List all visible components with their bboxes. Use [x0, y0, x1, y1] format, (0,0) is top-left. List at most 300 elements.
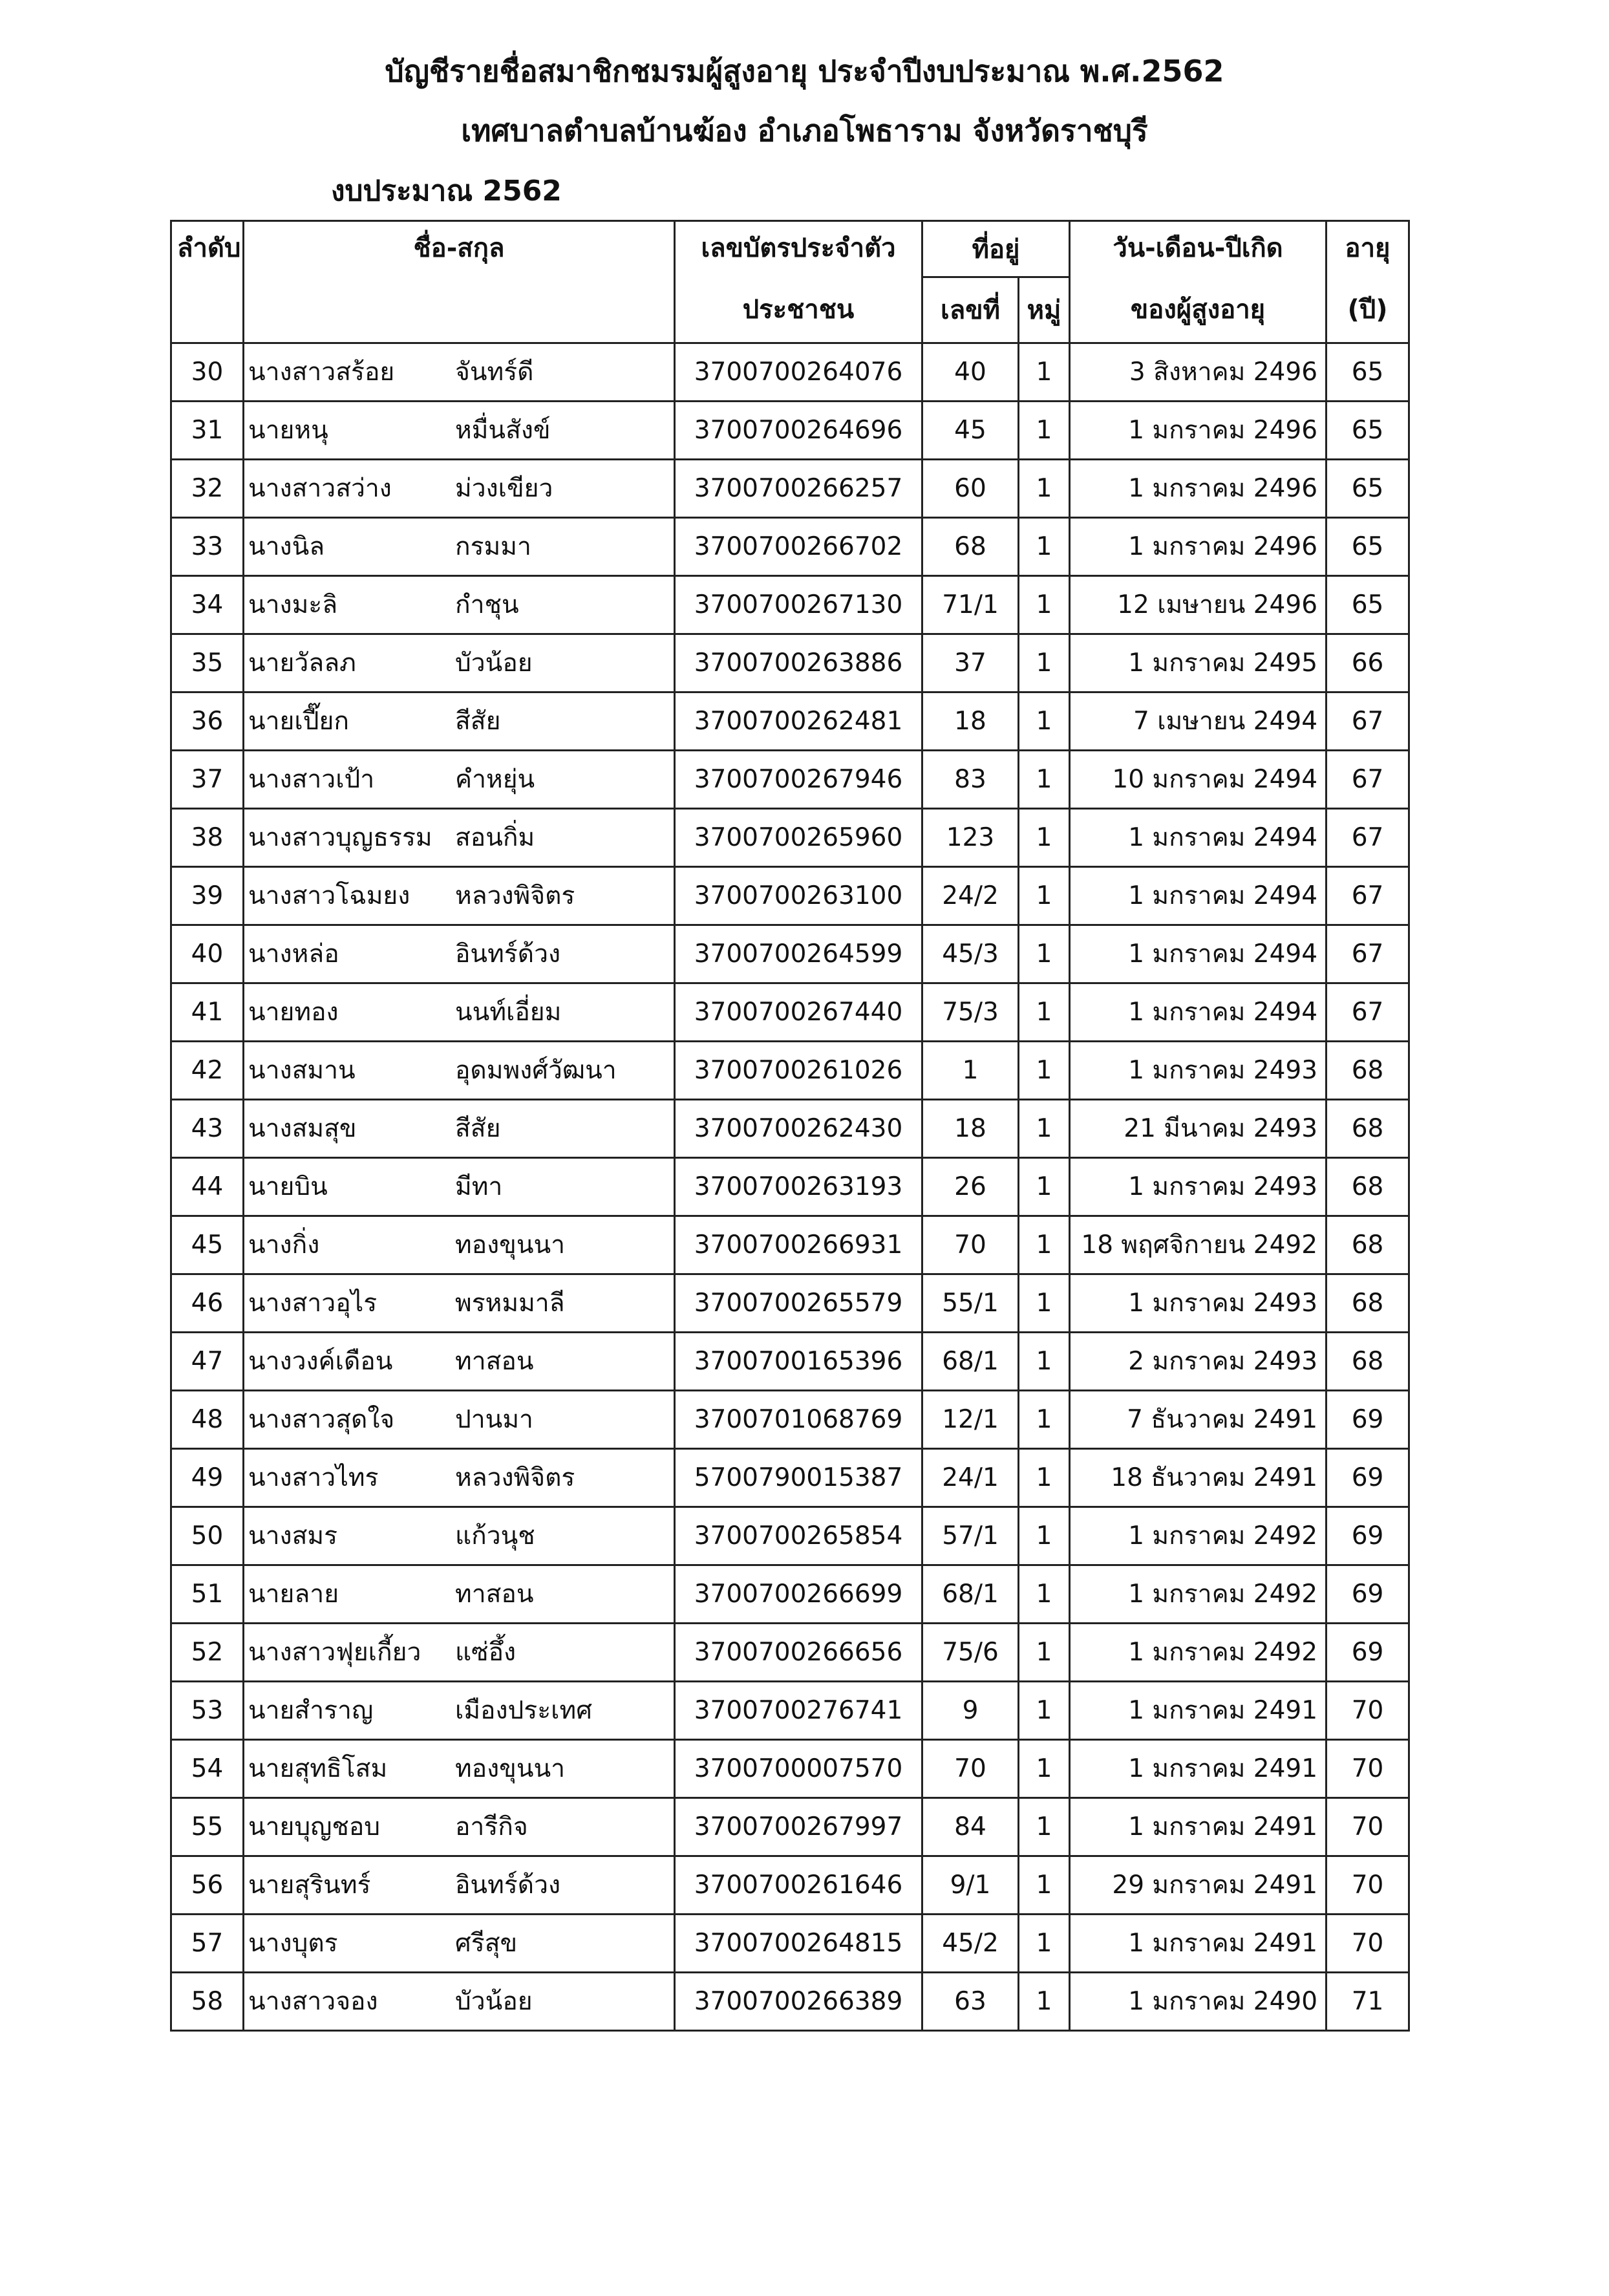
cell-order: 55 — [171, 1797, 244, 1856]
cell-id: 3700700266702 — [675, 517, 922, 575]
cell-order: 43 — [171, 1099, 244, 1157]
table-row — [171, 401, 1409, 459]
last-name: สอนกิ่ม — [455, 823, 535, 852]
first-name: นายสุรินทร์ — [248, 1871, 371, 1900]
cell-house-no: 55/1 — [922, 1274, 1019, 1332]
cell-house-no: 24/2 — [922, 866, 1019, 925]
first-name: นางสาวสว่าง — [248, 474, 392, 503]
last-name: พรหมมาลี — [455, 1289, 565, 1318]
first-name: นายเปี๊ยก — [248, 707, 349, 736]
header-address: ที่อยู่ — [922, 221, 1070, 277]
cell-name — [244, 1914, 675, 1972]
cell-name — [244, 575, 675, 634]
cell-house-no: 68/1 — [922, 1565, 1019, 1623]
cell-birth-date: 1 มกราคม 2493 — [1070, 1274, 1327, 1332]
cell-order: 32 — [171, 459, 244, 517]
cell-birth-date: 12 เมษายน 2496 — [1070, 575, 1327, 634]
last-name: จันทร์ดี — [455, 358, 534, 387]
table-row — [171, 750, 1409, 808]
cell-birth-date: 1 มกราคม 2492 — [1070, 1507, 1327, 1565]
table-row — [171, 1448, 1409, 1507]
table-row — [171, 925, 1409, 983]
document-subtitle: เทศบาลตำบลบ้านฆ้อง อำเภอโพธาราม จังหวัดราชบุรี — [461, 113, 1148, 148]
table-row — [171, 1565, 1409, 1623]
cell-birth-date: 1 มกราคม 2496 — [1070, 517, 1327, 575]
cell-age: 69 — [1327, 1448, 1409, 1507]
cell-house-no: 9 — [922, 1681, 1019, 1739]
table-row — [171, 1274, 1409, 1332]
header-birth-line1: วัน-เดือน-ปีเกิด — [1070, 221, 1327, 277]
cell-birth-date: 2 มกราคม 2493 — [1070, 1332, 1327, 1390]
cell-name — [244, 983, 675, 1041]
last-name: กรมมา — [455, 532, 531, 561]
cell-name — [244, 1972, 675, 2030]
cell-age: 70 — [1327, 1739, 1409, 1797]
cell-moo: 1 — [1019, 1856, 1070, 1914]
cell-moo: 1 — [1019, 459, 1070, 517]
header-house-no: เลขที่ — [922, 277, 1019, 343]
cell-order: 33 — [171, 517, 244, 575]
cell-id: 5700790015387 — [675, 1448, 922, 1507]
cell-moo: 1 — [1019, 808, 1070, 866]
table-row — [171, 1739, 1409, 1797]
table-row — [171, 1332, 1409, 1390]
last-name: ม่วงเขียว — [455, 474, 553, 503]
cell-order: 44 — [171, 1157, 244, 1216]
cell-id: 3700700265854 — [675, 1507, 922, 1565]
table-row — [171, 866, 1409, 925]
cell-id: 3700700266656 — [675, 1623, 922, 1681]
cell-birth-date: 1 มกราคม 2496 — [1070, 459, 1327, 517]
cell-age: 67 — [1327, 866, 1409, 925]
cell-order: 50 — [171, 1507, 244, 1565]
table-row — [171, 343, 1409, 401]
cell-age: 68 — [1327, 1041, 1409, 1099]
cell-house-no: 45 — [922, 401, 1019, 459]
table-row — [171, 1157, 1409, 1216]
first-name: นางสาวสุดใจ — [248, 1405, 395, 1434]
member-table — [170, 220, 1410, 2032]
first-name: นางบุตร — [248, 1929, 338, 1958]
first-name: นางกิ่ง — [248, 1230, 320, 1260]
header-id-line1: เลขบัตรประจำตัว — [675, 221, 922, 277]
cell-age: 71 — [1327, 1972, 1409, 2030]
cell-id: 3700700261646 — [675, 1856, 922, 1914]
cell-name — [244, 1681, 675, 1739]
cell-house-no: 57/1 — [922, 1507, 1019, 1565]
last-name: มีทา — [455, 1172, 503, 1201]
cell-age: 69 — [1327, 1565, 1409, 1623]
last-name: อารีกิจ — [455, 1812, 528, 1841]
cell-name — [244, 1565, 675, 1623]
cell-order: 48 — [171, 1390, 244, 1448]
cell-birth-date: 1 มกราคม 2491 — [1070, 1681, 1327, 1739]
table-row — [171, 517, 1409, 575]
cell-house-no: 45/3 — [922, 925, 1019, 983]
cell-birth-date: 18 ธันวาคม 2491 — [1070, 1448, 1327, 1507]
cell-moo: 1 — [1019, 983, 1070, 1041]
cell-age: 65 — [1327, 575, 1409, 634]
cell-age: 67 — [1327, 692, 1409, 750]
cell-age: 65 — [1327, 401, 1409, 459]
cell-house-no: 26 — [922, 1157, 1019, 1216]
cell-age: 68 — [1327, 1332, 1409, 1390]
last-name: หลวงพิจิตร — [455, 1463, 575, 1492]
last-name: บัวน้อย — [455, 1987, 533, 2016]
cell-name — [244, 401, 675, 459]
last-name: อินทร์ด้วง — [455, 939, 561, 969]
cell-name — [244, 1390, 675, 1448]
cell-house-no: 123 — [922, 808, 1019, 866]
cell-birth-date: 21 มีนาคม 2493 — [1070, 1099, 1327, 1157]
cell-house-no: 45/2 — [922, 1914, 1019, 1972]
last-name: ทาสอน — [455, 1347, 534, 1376]
first-name: นางสาวจอง — [248, 1987, 378, 2016]
cell-order: 35 — [171, 634, 244, 692]
cell-id: 3700700267946 — [675, 750, 922, 808]
last-name: กำชุน — [455, 590, 519, 619]
last-name: บัวน้อย — [455, 649, 533, 678]
cell-id: 3700700276741 — [675, 1681, 922, 1739]
cell-order: 34 — [171, 575, 244, 634]
cell-birth-date: 1 มกราคม 2491 — [1070, 1797, 1327, 1856]
cell-birth-date: 18 พฤศจิกายน 2492 — [1070, 1216, 1327, 1274]
cell-name — [244, 1099, 675, 1157]
last-name: ทองขุนนา — [455, 1230, 566, 1260]
cell-id: 3700700262430 — [675, 1099, 922, 1157]
last-name: อุดมพงศ์วัฒนา — [455, 1056, 617, 1085]
table-row — [171, 1681, 1409, 1739]
table-row — [171, 1797, 1409, 1856]
cell-birth-date: 1 มกราคม 2490 — [1070, 1972, 1327, 2030]
cell-moo: 1 — [1019, 1507, 1070, 1565]
cell-name — [244, 1507, 675, 1565]
cell-house-no: 24/1 — [922, 1448, 1019, 1507]
first-name: นายลาย — [248, 1580, 339, 1609]
cell-age: 69 — [1327, 1390, 1409, 1448]
cell-house-no: 83 — [922, 750, 1019, 808]
cell-order: 54 — [171, 1739, 244, 1797]
cell-birth-date: 1 มกราคม 2494 — [1070, 866, 1327, 925]
cell-birth-date: 1 มกราคม 2492 — [1070, 1565, 1327, 1623]
cell-age: 67 — [1327, 750, 1409, 808]
cell-moo: 1 — [1019, 1797, 1070, 1856]
cell-house-no: 68 — [922, 517, 1019, 575]
cell-birth-date: 1 มกราคม 2491 — [1070, 1739, 1327, 1797]
cell-order: 38 — [171, 808, 244, 866]
header-order: ลำดับ — [171, 221, 244, 277]
first-name: นางนิล — [248, 532, 325, 561]
header-age-line1: อายุ — [1327, 221, 1409, 277]
cell-name — [244, 343, 675, 401]
first-name: นางหล่อ — [248, 939, 339, 969]
cell-name — [244, 459, 675, 517]
cell-name — [244, 1739, 675, 1797]
cell-age: 69 — [1327, 1507, 1409, 1565]
budget-label: งบประมาณ 2562 — [331, 175, 562, 208]
cell-id: 3700700264696 — [675, 401, 922, 459]
last-name: คำหยุ่น — [455, 765, 535, 794]
cell-name — [244, 634, 675, 692]
cell-name — [244, 1623, 675, 1681]
cell-moo: 1 — [1019, 1157, 1070, 1216]
first-name: นายสำราญ — [248, 1696, 374, 1725]
cell-name — [244, 1856, 675, 1914]
cell-house-no: 71/1 — [922, 575, 1019, 634]
last-name: ทองขุนนา — [455, 1754, 566, 1783]
header-moo: หมู่ — [1019, 277, 1070, 343]
last-name: อินทร์ด้วง — [455, 1871, 561, 1900]
cell-house-no: 63 — [922, 1972, 1019, 2030]
cell-age: 68 — [1327, 1274, 1409, 1332]
cell-id: 3700700261026 — [675, 1041, 922, 1099]
last-name: สีสัย — [455, 1114, 501, 1143]
cell-order: 42 — [171, 1041, 244, 1099]
cell-moo: 1 — [1019, 1332, 1070, 1390]
header-id-line2: ประชาชน — [675, 277, 922, 343]
cell-age: 67 — [1327, 983, 1409, 1041]
cell-age: 65 — [1327, 343, 1409, 401]
cell-id: 3700700266257 — [675, 459, 922, 517]
cell-name — [244, 750, 675, 808]
cell-id: 3700700264076 — [675, 343, 922, 401]
cell-age: 69 — [1327, 1623, 1409, 1681]
table-row — [171, 1041, 1409, 1099]
cell-order: 57 — [171, 1914, 244, 1972]
cell-house-no: 60 — [922, 459, 1019, 517]
cell-house-no: 12/1 — [922, 1390, 1019, 1448]
table-row — [171, 983, 1409, 1041]
table-row — [171, 1099, 1409, 1157]
cell-order: 39 — [171, 866, 244, 925]
first-name: นายหนุ — [248, 416, 328, 445]
cell-birth-date: 1 มกราคม 2494 — [1070, 983, 1327, 1041]
cell-house-no: 70 — [922, 1216, 1019, 1274]
table-row — [171, 808, 1409, 866]
cell-house-no: 37 — [922, 634, 1019, 692]
cell-moo: 1 — [1019, 517, 1070, 575]
last-name: สีสัย — [455, 707, 501, 736]
cell-age: 65 — [1327, 459, 1409, 517]
cell-name — [244, 1274, 675, 1332]
cell-name — [244, 925, 675, 983]
cell-order: 37 — [171, 750, 244, 808]
header-age-line2: (ปี) — [1327, 277, 1409, 343]
cell-order: 30 — [171, 343, 244, 401]
cell-order: 31 — [171, 401, 244, 459]
cell-name — [244, 1332, 675, 1390]
table-row — [171, 1507, 1409, 1565]
cell-moo: 1 — [1019, 866, 1070, 925]
table-row — [171, 692, 1409, 750]
cell-id: 3700700267130 — [675, 575, 922, 634]
cell-moo: 1 — [1019, 1623, 1070, 1681]
last-name: เมืองประเทศ — [455, 1696, 592, 1725]
cell-age: 70 — [1327, 1797, 1409, 1856]
header-order-blank — [171, 277, 244, 343]
last-name: หมื่นสังข์ — [455, 416, 551, 445]
cell-moo: 1 — [1019, 1681, 1070, 1739]
first-name: นายวัลลภ — [248, 649, 356, 678]
cell-house-no: 75/3 — [922, 983, 1019, 1041]
cell-id: 3700700267440 — [675, 983, 922, 1041]
cell-moo: 1 — [1019, 1972, 1070, 2030]
cell-id: 3700700266699 — [675, 1565, 922, 1623]
cell-house-no: 70 — [922, 1739, 1019, 1797]
table-row — [171, 1972, 1409, 2030]
cell-name — [244, 1216, 675, 1274]
cell-order: 56 — [171, 1856, 244, 1914]
header-name-blank — [244, 277, 675, 343]
first-name: นางสาวบุญธรรม — [248, 823, 432, 852]
cell-order: 51 — [171, 1565, 244, 1623]
cell-moo: 1 — [1019, 1448, 1070, 1507]
cell-house-no: 1 — [922, 1041, 1019, 1099]
cell-house-no: 40 — [922, 343, 1019, 401]
cell-moo: 1 — [1019, 692, 1070, 750]
cell-name — [244, 1797, 675, 1856]
cell-id: 3700700265579 — [675, 1274, 922, 1332]
last-name: ทาสอน — [455, 1580, 534, 1609]
cell-birth-date: 1 มกราคม 2496 — [1070, 401, 1327, 459]
cell-house-no: 9/1 — [922, 1856, 1019, 1914]
cell-id: 3700700267997 — [675, 1797, 922, 1856]
table-row — [171, 575, 1409, 634]
last-name: แซ่อึ้ง — [455, 1638, 517, 1667]
table-row — [171, 1914, 1409, 1972]
cell-moo: 1 — [1019, 1099, 1070, 1157]
cell-order: 40 — [171, 925, 244, 983]
table-row — [171, 1623, 1409, 1681]
cell-order: 36 — [171, 692, 244, 750]
cell-moo: 1 — [1019, 1739, 1070, 1797]
cell-id: 3700700263886 — [675, 634, 922, 692]
cell-moo: 1 — [1019, 1565, 1070, 1623]
cell-moo: 1 — [1019, 1041, 1070, 1099]
cell-age: 66 — [1327, 634, 1409, 692]
cell-birth-date: 1 มกราคม 2495 — [1070, 634, 1327, 692]
cell-birth-date: 29 มกราคม 2491 — [1070, 1856, 1327, 1914]
cell-house-no: 68/1 — [922, 1332, 1019, 1390]
cell-order: 49 — [171, 1448, 244, 1507]
cell-age: 70 — [1327, 1914, 1409, 1972]
first-name: นางสาวฟุยเกี้ยว — [248, 1638, 421, 1667]
cell-order: 47 — [171, 1332, 244, 1390]
cell-name — [244, 808, 675, 866]
table-row — [171, 1390, 1409, 1448]
cell-name — [244, 1448, 675, 1507]
cell-id: 3700700266931 — [675, 1216, 922, 1274]
cell-id: 3700700264599 — [675, 925, 922, 983]
cell-order: 58 — [171, 1972, 244, 2030]
first-name: นายบิน — [248, 1172, 328, 1201]
table-row — [171, 459, 1409, 517]
cell-birth-date: 3 สิงหาคม 2496 — [1070, 343, 1327, 401]
cell-id: 3700701068769 — [675, 1390, 922, 1448]
first-name: นางสมร — [248, 1521, 338, 1550]
cell-house-no: 18 — [922, 1099, 1019, 1157]
cell-age: 70 — [1327, 1681, 1409, 1739]
first-name: นายบุญชอบ — [248, 1812, 381, 1841]
cell-birth-date: 1 มกราคม 2494 — [1070, 925, 1327, 983]
cell-age: 67 — [1327, 808, 1409, 866]
cell-id: 3700700264815 — [675, 1914, 922, 1972]
cell-order: 45 — [171, 1216, 244, 1274]
first-name: นายทอง — [248, 998, 339, 1027]
cell-moo: 1 — [1019, 1914, 1070, 1972]
cell-order: 53 — [171, 1681, 244, 1739]
cell-moo: 1 — [1019, 634, 1070, 692]
cell-name — [244, 1157, 675, 1216]
header-name: ชื่อ-สกุล — [244, 221, 675, 277]
cell-name — [244, 692, 675, 750]
first-name: นางสาวไทร — [248, 1463, 379, 1492]
cell-id: 3700700266389 — [675, 1972, 922, 2030]
cell-moo: 1 — [1019, 1274, 1070, 1332]
cell-id: 3700700263193 — [675, 1157, 922, 1216]
cell-moo: 1 — [1019, 750, 1070, 808]
cell-order: 52 — [171, 1623, 244, 1681]
last-name: นนท์เอี่ยม — [455, 998, 562, 1027]
last-name: แก้วนุช — [455, 1521, 535, 1550]
first-name: นางมะลิ — [248, 590, 338, 619]
last-name: ศรีสุข — [455, 1929, 518, 1958]
table-row — [171, 634, 1409, 692]
cell-age: 70 — [1327, 1856, 1409, 1914]
cell-birth-date: 7 เมษายน 2494 — [1070, 692, 1327, 750]
table-row — [171, 1216, 1409, 1274]
table-row — [171, 1856, 1409, 1914]
cell-order: 41 — [171, 983, 244, 1041]
cell-id: 3700700263100 — [675, 866, 922, 925]
cell-birth-date: 1 มกราคม 2493 — [1070, 1157, 1327, 1216]
cell-age: 68 — [1327, 1216, 1409, 1274]
cell-house-no: 84 — [922, 1797, 1019, 1856]
first-name: นางสาวเป้า — [248, 765, 375, 794]
cell-age: 68 — [1327, 1099, 1409, 1157]
cell-moo: 1 — [1019, 1216, 1070, 1274]
cell-id: 3700700165396 — [675, 1332, 922, 1390]
first-name: นางสาวสร้อย — [248, 358, 395, 387]
first-name: นางสาวโฉมยง — [248, 881, 410, 910]
cell-name — [244, 866, 675, 925]
last-name: ปานมา — [455, 1405, 533, 1434]
cell-age: 67 — [1327, 925, 1409, 983]
cell-moo: 1 — [1019, 401, 1070, 459]
document-title: บัญชีรายชื่อสมาชิกชมรมผู้สูงอายุ ประจำปีงบประมาณ พ.ศ.2562 — [385, 54, 1224, 89]
cell-age: 65 — [1327, 517, 1409, 575]
cell-birth-date: 1 มกราคม 2493 — [1070, 1041, 1327, 1099]
cell-moo: 1 — [1019, 575, 1070, 634]
cell-moo: 1 — [1019, 1390, 1070, 1448]
cell-birth-date: 1 มกราคม 2491 — [1070, 1914, 1327, 1972]
cell-name — [244, 1041, 675, 1099]
cell-birth-date: 1 มกราคม 2492 — [1070, 1623, 1327, 1681]
cell-id: 3700700007570 — [675, 1739, 922, 1797]
cell-moo: 1 — [1019, 925, 1070, 983]
cell-id: 3700700262481 — [675, 692, 922, 750]
first-name: นางสาวอุไร — [248, 1289, 378, 1318]
first-name: นายสุทธิโสม — [248, 1754, 388, 1783]
last-name: หลวงพิจิตร — [455, 881, 575, 910]
cell-age: 68 — [1327, 1157, 1409, 1216]
first-name: นางวงค์เดือน — [248, 1347, 393, 1376]
cell-house-no: 75/6 — [922, 1623, 1019, 1681]
cell-house-no: 18 — [922, 692, 1019, 750]
first-name: นางสมาน — [248, 1056, 356, 1085]
cell-order: 46 — [171, 1274, 244, 1332]
cell-id: 3700700265960 — [675, 808, 922, 866]
